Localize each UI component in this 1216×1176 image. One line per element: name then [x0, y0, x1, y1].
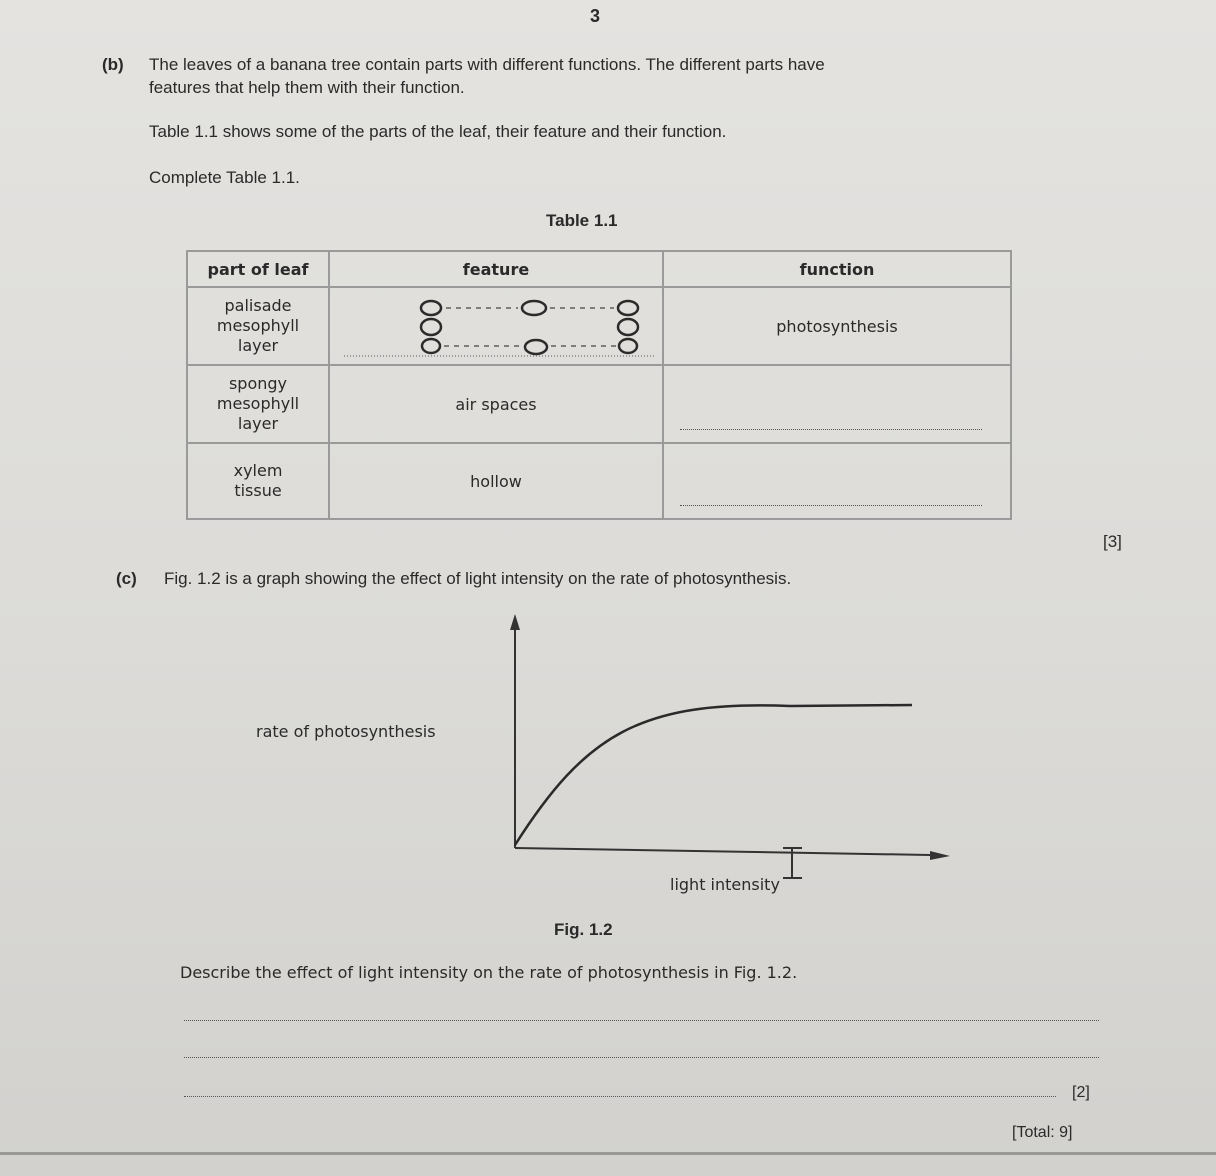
feature-cell: air spaces — [329, 365, 663, 443]
figure-caption: Fig. 1.2 — [554, 920, 613, 939]
answer-line-1[interactable] — [184, 1020, 1099, 1021]
part-line: mesophyll — [216, 394, 300, 413]
part-b-label: (b) — [102, 55, 124, 74]
table-intro: Table 1.1 shows some of the parts of the leaf, their feature and their function. — [149, 122, 727, 141]
part-line: layer — [237, 336, 279, 355]
function-cell: photosynthesis — [663, 287, 1011, 365]
graph-y-label: rate of photosynthesis — [256, 722, 436, 741]
header-feature: feature — [329, 251, 663, 287]
feature-cell: hollow — [329, 443, 663, 519]
x-axis — [515, 848, 930, 855]
page-bottom-edge — [0, 1152, 1216, 1155]
rate-curve — [515, 705, 912, 845]
total-marks: [Total: 9] — [1012, 1124, 1073, 1141]
part-line: xylem — [233, 461, 283, 480]
part-line: mesophyll — [216, 316, 300, 335]
graph-x-label: light intensity — [670, 875, 780, 894]
part-c-label: (c) — [116, 569, 137, 588]
part-b-marks: [3] — [1103, 532, 1122, 551]
part-b-text-line2: features that help them with their function. — [149, 78, 465, 97]
y-axis-arrow — [510, 614, 520, 630]
table-title: Table 1.1 — [546, 211, 618, 230]
header-function: function — [663, 251, 1011, 287]
part-c-marks: [2] — [1072, 1084, 1090, 1101]
x-axis-arrow — [930, 851, 950, 860]
part-c-text: Fig. 1.2 is a graph showing the effect of light intensity on the rate of photosynthesis. — [164, 569, 792, 588]
instruction: Complete Table 1.1. — [149, 168, 300, 187]
answer-line-2[interactable] — [184, 1057, 1099, 1058]
answer-line-3[interactable] — [184, 1096, 1056, 1097]
part-b-text-line1: The leaves of a banana tree contain parts with different functions. The different parts have — [149, 55, 825, 74]
part-line: layer — [237, 414, 279, 433]
page-number: 3 — [590, 6, 601, 26]
part-line: tissue — [234, 481, 282, 500]
part-line: spongy — [228, 374, 288, 393]
header-part-of-leaf: part of leaf — [187, 251, 329, 287]
describe-question: Describe the effect of light intensity on the rate of photosynthesis in Fig. 1.2. — [180, 963, 798, 982]
part-line: palisade — [224, 296, 292, 315]
